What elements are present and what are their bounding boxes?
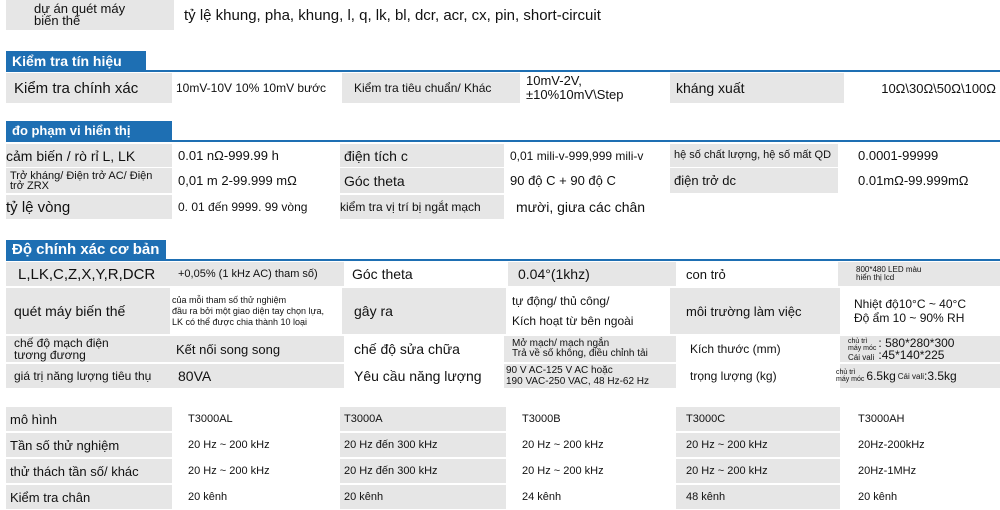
range-cell: mười, giưa các chân — [504, 195, 1000, 219]
basic-r2-c2-line2: đầu ra bởi một giao diện tay chọn lựa, — [172, 305, 325, 316]
basic-cell — [170, 288, 342, 334]
range-cell: kiểm tra vị trí bị ngắt mạch — [340, 200, 481, 214]
basic-r3-c1-line1: chế độ mạch điện — [14, 336, 109, 350]
basic-cell: 0.04°(1khz) — [518, 266, 590, 282]
range-row-3 — [6, 195, 1000, 219]
basic-cell: trọng lượng (kg) — [676, 364, 840, 388]
basic-r3-c6-values — [878, 337, 954, 361]
range-cell: 0,01 m 2-99.999 mΩ — [172, 168, 340, 193]
basic-r1-c6-line1: 800*480 LED màu — [856, 265, 922, 274]
models-row-1 — [6, 433, 1000, 457]
signal-accuracy-value: 10mV-10V 10% 10mV bước — [172, 73, 342, 103]
models-cell: 20 Hz ~ 200 kHz — [686, 438, 768, 451]
range-cell: điện tích c — [344, 147, 408, 164]
basic-r1-c6-line2: hiển thị lcd — [856, 273, 895, 282]
range-title-underline — [6, 140, 1000, 142]
models-cell: 24 kênh — [506, 485, 676, 509]
basic-cell: +0,05% (1 kHz AC) tham số) — [178, 267, 318, 280]
range-cell: điện trở dc — [674, 173, 736, 188]
range-cell: cảm biến / rò rỉ L, LK — [6, 147, 136, 164]
models-row-2 — [6, 459, 1000, 483]
basic-cell — [856, 262, 921, 286]
models-cell: 20 kênh — [172, 485, 340, 509]
models-header-cell: mô hình — [10, 411, 57, 427]
basic-cell: L,LK,C,Z,X,Y,R,DCR — [18, 265, 156, 283]
signal-row — [6, 73, 1000, 103]
models-cell: 20 Hz ~ 200 kHz — [172, 433, 340, 457]
basic-cell: Yêu cầu năng lượng — [344, 364, 504, 388]
basic-r3-c4-line2: Trả về số không, điều chỉnh tải — [512, 348, 648, 359]
signal-standard-value — [520, 73, 670, 103]
range-row-1 — [6, 144, 1000, 167]
basic-r4-c6-small — [836, 369, 864, 383]
models-cell: 20 Hz ~ 200 kHz — [686, 464, 768, 477]
range-cell: 0,01 mili-v-999,999 mili-v — [504, 144, 670, 167]
basic-cell — [14, 336, 109, 362]
models-cell: 20Hz-1MHz — [840, 459, 1000, 483]
models-cell: 20 Hz đến 300 kHz — [344, 438, 438, 451]
signal-standard-value-line1: 10mV-2V, — [526, 73, 582, 88]
range-cell: 0.01 nΩ-999.99 h — [172, 144, 340, 167]
range-cell: tỷ lệ vòng — [6, 198, 71, 216]
basic-cell: quét máy biến thế — [14, 303, 126, 319]
basic-r3-c6-small2: máy móc — [848, 344, 877, 352]
range-row-2 — [6, 168, 1000, 193]
models-cell: 20 Hz ~ 200 kHz — [506, 459, 676, 483]
signal-impedance-value: 10Ω\30Ω\50Ω\100Ω — [844, 73, 1000, 103]
models-header-cell: T3000B — [506, 407, 676, 431]
models-cell: 20 Hz ~ 200 kHz — [172, 459, 340, 483]
basic-r2-c2-line3: LK có thể được chia thành 10 loại — [172, 316, 308, 327]
basic-r3-c6-small — [848, 338, 876, 361]
range-cell: 0.01mΩ-99.999mΩ — [838, 168, 1000, 193]
models-cell: 20 Hz đến 300 kHz — [344, 464, 438, 477]
basic-cell: Kích thước (mm) — [676, 336, 840, 362]
basic-row-4 — [6, 364, 1000, 388]
signal-accuracy-label: Kiểm tra chính xác — [14, 79, 139, 97]
models-cell: Tần số thử nghiệm — [10, 437, 120, 453]
range-cell: 90 độ C + 90 độ C — [504, 168, 670, 193]
top-row — [6, 0, 1000, 30]
basic-r3-c6-line2: :45*140*225 — [878, 348, 945, 362]
range-cell: Trở kháng/ Điện trở AC/ Điện trở ZRX — [10, 169, 153, 192]
top-value: tỷ lệ khung, pha, khung, l, q, lk, bl, dcr, acr, cx, pin, short-circuit — [174, 0, 1000, 30]
basic-cell: giá trị năng lượng tiêu thụ — [14, 369, 152, 383]
basic-r3-c1-line2: tương đương — [14, 348, 86, 362]
basic-r2-c2-line1: của mỗi tham số thử nghiệm — [172, 294, 287, 305]
models-header-cell: T3000AH — [840, 407, 1000, 431]
models-cell: 20 Hz ~ 200 kHz — [506, 433, 676, 457]
basic-title-underline — [6, 259, 1000, 261]
basic-r2-c4-line1: tự động/ thủ công/ — [512, 294, 610, 308]
basic-cell — [836, 364, 957, 388]
range-cell: Góc theta — [344, 172, 405, 189]
basic-cell: con trỏ — [676, 262, 838, 286]
signal-standard-label: Kiểm tra tiêu chuẩn/ Khác — [354, 81, 492, 95]
basic-r4-c6-small2: máy móc — [836, 376, 865, 383]
models-cell: 20Hz-200kHz — [840, 433, 1000, 457]
basic-r4-c6-val2: :3.5kg — [924, 369, 957, 383]
basic-cell — [848, 336, 954, 362]
basic-r3-c4-line1: Mở mạch/ mạch ngắn — [512, 338, 610, 349]
basic-cell — [840, 288, 1000, 334]
basic-r3-c6-small3: Cái vali — [848, 352, 875, 362]
range-cell: 0. 01 đến 9999. 99 vòng — [172, 195, 340, 219]
models-cell: thử thách tần số/ khác — [10, 463, 139, 479]
basic-r4-c4-line2: 190 VAC-250 VAC, 48 Hz-62 Hz — [506, 376, 650, 387]
range-cell: 0.0001-99999 — [838, 144, 1000, 167]
range-title: đo phạm vi hiển thị — [6, 121, 172, 141]
top-label-line2: biến thế — [34, 13, 81, 28]
signal-impedance-label: kháng xuất — [676, 80, 745, 96]
basic-cell — [506, 364, 649, 388]
top-label-line1: dự án quét máy — [34, 1, 126, 16]
models-header-cell: T3000AL — [172, 407, 340, 431]
basic-row-3 — [6, 336, 1000, 362]
basic-r2-c6-line2: Độ ẩm 10 ~ 90% RH — [854, 311, 965, 325]
basic-cell: Kết nối song song — [176, 341, 281, 357]
basic-r4-c6-small1: chủ trì — [836, 369, 856, 376]
basic-r4-c6-small3: Cái vali — [897, 371, 924, 381]
models-header-row — [6, 407, 1000, 431]
basic-r3-c6-line1: : 580*280*300 — [878, 336, 955, 350]
top-label — [34, 0, 125, 30]
signal-standard-value-line2: ±10%10mV\Step — [526, 87, 624, 102]
basic-cell: gây ra — [354, 303, 393, 319]
basic-cell: môi trường làm việc — [686, 303, 802, 319]
models-cell: 48 kênh — [686, 490, 726, 503]
models-cell: 20 kênh — [344, 490, 384, 503]
signal-title-underline — [6, 70, 1000, 72]
basic-title: Độ chính xác cơ bản — [6, 240, 166, 260]
basic-row-1 — [6, 262, 1000, 286]
basic-cell: 80VA — [178, 368, 212, 384]
models-header-cell: T3000C — [686, 412, 726, 425]
basic-r2-c4-line2: Kích hoạt từ bên ngoài — [512, 314, 634, 328]
basic-cell — [512, 336, 648, 362]
models-cell: Kiểm tra chân — [10, 489, 91, 505]
basic-r4-c4-line1: 90 V AC-125 V AC hoặc — [506, 365, 613, 376]
basic-row-2 — [6, 288, 1000, 334]
models-cell: 20 kênh — [840, 485, 1000, 509]
basic-r2-c6-line1: Nhiệt độ10°C ~ 40°C — [854, 297, 966, 311]
basic-cell — [506, 288, 670, 334]
basic-r3-c6-small1: chủ trì — [848, 337, 868, 345]
signal-title: Kiểm tra tín hiệu — [6, 51, 146, 71]
basic-r4-c6-val1: 6.5kg — [866, 369, 896, 383]
range-cell: hệ số chất lượng, hệ số mất QD — [674, 149, 832, 161]
basic-cell: chế độ sửa chữa — [344, 336, 504, 362]
basic-cell: Góc theta — [344, 262, 508, 286]
models-header-cell: T3000A — [344, 412, 383, 425]
models-row-3 — [6, 485, 1000, 509]
